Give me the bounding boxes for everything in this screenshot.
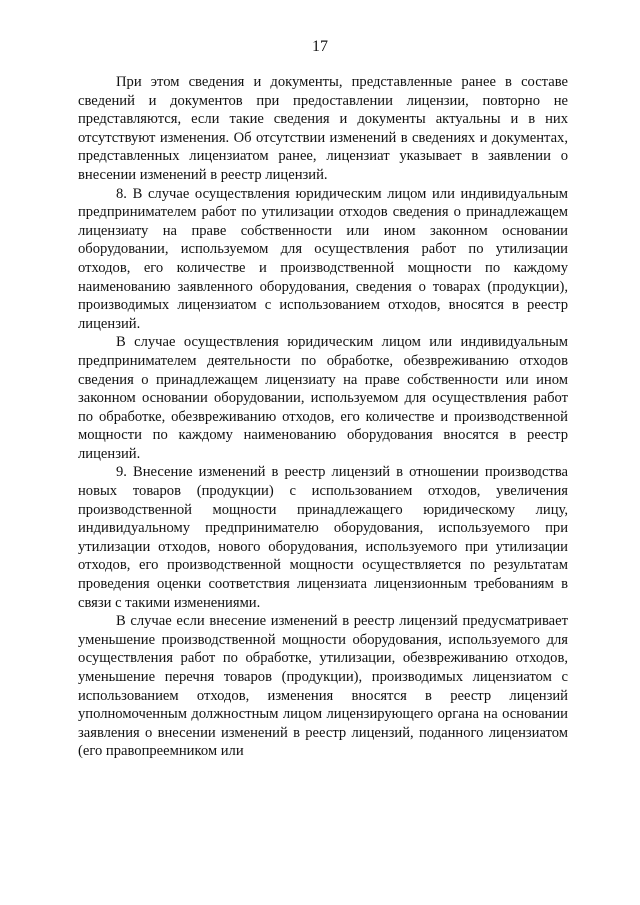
paragraph-capacity-reduction: В случае если внесение изменений в реестр лицензий предусматривает уменьшение производственной мощности оборудования, используемого для осуществления работ по обработке, утилизации, обезвреживанию отходов, уменьшение перечня товаров (продукции), производимых лицензиатом с использованием отходов, изменения вносятся в реестр лицензий уполномоченным должностным лицом лицензирующего органа на основании заявления о внесении изменений в реестр лицензий, поданного лицензиатом (его правопреемником или: [78, 613, 568, 760]
paragraph-processing-neutralization: В случае осуществления юридическим лицом или индивидуальным предпринимателем деятельности по обработке, обезвреживанию отходов сведения о принадлежащем лицензиату на праве собственности или ином законном основании оборудовании, используемом для осуществления работ по обработке, обезвреживанию отходов, его количестве и производственной мощности по каждому наименованию оборудования вносятся в реестр лицензий.: [78, 334, 568, 462]
paragraph-documents-not-resubmitted: При этом сведения и документы, представленные ранее в составе сведений и документов при предоставлении лицензии, повторно не представляются, если такие сведения и документы актуальны и в них отсутствуют изменения. Об отсутствии изменений в сведениях и документах, представленных лицензиатом ранее, лицензиат указывает в заявлении о внесении изменений в реестр лицензий.: [78, 74, 568, 183]
paragraph-item-9-new-products: 9. Внесение изменений в реестр лицензий в отношении производства новых товаров (продукции) с использованием отходов, увеличения производственной мощности принадлежащего юридическому лицу, индивидуальному предпринимателю оборудования, используемого при утилизации отходов, нового оборудования, используемого при утилизации отходов, его производственной мощности осуществляется по результатам проведения оценки соответствия лицензиата лицензионным требованиям в связи с такими изменениями.: [78, 464, 568, 611]
paragraph-item-8-utilization: 8. В случае осуществления юридическим лицом или индивидуальным предпринимателем работ по утилизации отходов сведения о принадлежащем лицензиату на праве собственности или ином законном основании оборудовании, используемом для осуществления работ по утилизации отходов, его количестве и производственной мощности по каждому наименованию заявленного оборудования, сведения о товарах (продукции), производимых лицензиатом с использованием отходов, вносятся в реестр лицензий.: [78, 185, 568, 332]
page-number: 17: [312, 38, 328, 55]
document-body: [78, 73, 568, 761]
